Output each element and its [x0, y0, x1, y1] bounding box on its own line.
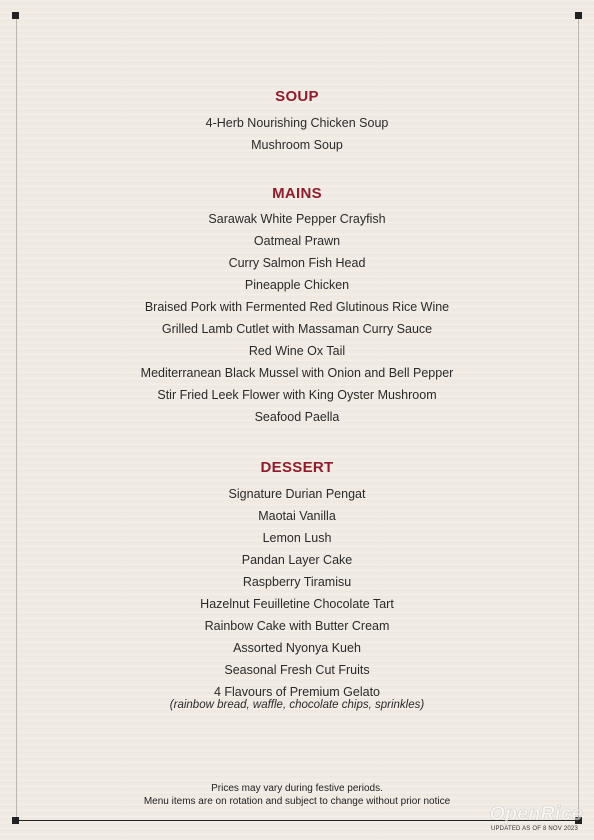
menu-item: Stir Fried Leek Flower with King Oyster Mushroom [157, 388, 437, 402]
footer-line-prices: Prices may vary during festive periods. [211, 783, 383, 794]
menu-item: 4 Flavours of Premium Gelato [213, 685, 381, 699]
gelato-toppings-note: (rainbow bread, waffle, chocolate chips, sprinkles) [169, 699, 425, 711]
svg-text:OpenRice: OpenRice [489, 803, 583, 825]
mains-section [0, 183, 594, 428]
menu-item: Mushroom Soup [251, 138, 343, 152]
soup-heading: SOUP [275, 88, 319, 105]
openrice-watermark-logo [486, 794, 586, 834]
updated-date: UPDATED AS OF 8 NOV 2023 [490, 826, 578, 832]
menu-item: Raspberry Tiramisu [242, 575, 352, 589]
menu-item: Lemon Lush [262, 531, 332, 545]
corner-marker-top-right [575, 12, 582, 19]
footer-line-rotation: Menu items are on rotation and subject to change without prior notice [143, 796, 451, 807]
menu-item: Oatmeal Prawn [253, 234, 341, 248]
menu-item: Hazelnut Feuilletine Chocolate Tart [200, 597, 394, 611]
dessert-list [0, 483, 594, 703]
mains-list [0, 208, 594, 428]
menu-item: Curry Salmon Fish Head [228, 256, 366, 270]
soup-section [0, 86, 594, 156]
mains-heading: MAINS [272, 185, 322, 202]
menu-item: Seasonal Fresh Cut Fruits [224, 663, 370, 677]
menu-item: Rainbow Cake with Butter Cream [204, 619, 390, 633]
dessert-heading: DESSERT [260, 459, 334, 476]
dessert-section [0, 457, 594, 712]
menu-item: Sarawak White Pepper Crayfish [208, 212, 386, 226]
menu-item: Pandan Layer Cake [241, 553, 353, 567]
menu-item: Maotai Vanilla [258, 509, 336, 523]
menu-item: 4-Herb Nourishing Chicken Soup [205, 116, 389, 130]
menu-item: Grilled Lamb Cutlet with Massaman Curry Sauce [161, 322, 433, 336]
menu-item: Seafood Paella [254, 410, 340, 424]
corner-marker-top-left [12, 12, 19, 19]
menu-item: Mediterranean Black Mussel with Onion and Bell Pepper [140, 366, 454, 380]
menu-item: Red Wine Ox Tail [248, 344, 346, 358]
menu-item: Signature Durian Pengat [228, 487, 366, 501]
menu-item: Pineapple Chicken [244, 278, 350, 292]
menu-item: Assorted Nyonya Kueh [233, 641, 361, 655]
menu-content [0, 86, 594, 712]
soup-list [0, 112, 594, 156]
menu-item: Braised Pork with Fermented Red Glutinous Rice Wine [144, 300, 450, 314]
